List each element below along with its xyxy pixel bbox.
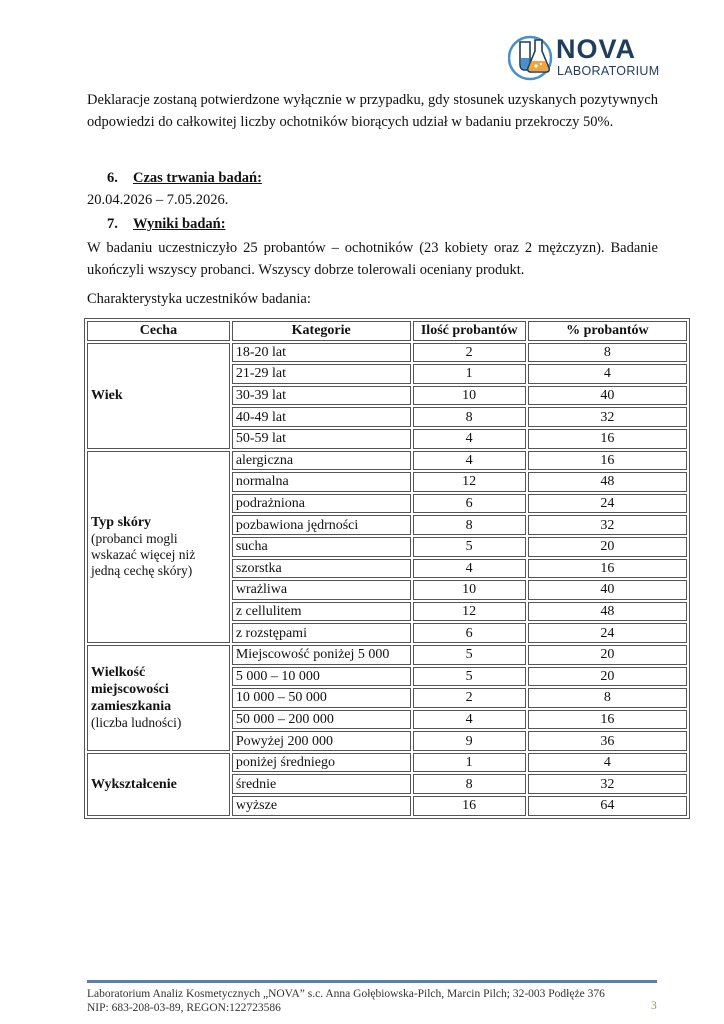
count-cell: 5 — [413, 645, 526, 665]
footer-company-line: Laboratorium Analiz Kosmetycznych „NOVA” s.c. Anna Gołębiowska-Pilch, Marcin Pilch; 32-003 Podłęże 376 — [87, 988, 605, 1000]
section-6-number: 6. — [107, 170, 118, 186]
percent-cell: 20 — [528, 667, 687, 687]
count-cell: 1 — [413, 753, 526, 773]
percent-cell: 32 — [528, 515, 687, 535]
percent-cell: 48 — [528, 602, 687, 622]
table-header-row — [87, 321, 687, 341]
count-cell: 10 — [413, 386, 526, 406]
percent-cell: 20 — [528, 645, 687, 665]
study-duration: 20.04.2026 – 7.05.2026. — [87, 192, 229, 208]
count-cell: 1 — [413, 364, 526, 384]
category-cell: 50-59 lat — [232, 429, 411, 449]
group-cell — [87, 645, 230, 751]
count-cell: 16 — [413, 796, 526, 816]
intro-paragraph: Deklaracje zostaną potwierdzone wyłącznie w przypadku, gdy stosunek uzyskanych pozytywnych odpowiedzi do całkowitej liczby ochotników biorących udział w badaniu przekroczy 50%. — [87, 92, 658, 130]
table-row — [87, 343, 687, 363]
group-title: Wielkość miejscowości zamieszkania — [91, 665, 172, 715]
percent-cell: 8 — [528, 688, 687, 708]
section-6-title: Czas trwania badań: — [133, 170, 262, 186]
header-cecha: Cecha — [87, 321, 230, 341]
group-cell — [87, 343, 230, 449]
section-7-heading — [87, 214, 658, 236]
category-cell: Miejscowość poniżej 5 000 — [232, 645, 411, 665]
page-number: 3 — [651, 1000, 657, 1012]
category-cell: z rozstępami — [232, 623, 411, 643]
section-7-title: Wyniki badań: — [133, 216, 226, 232]
percent-cell: 32 — [528, 407, 687, 427]
category-cell: podrażniona — [232, 494, 411, 514]
group-note: (probanci mogli wskazać więcej niż jedną cechę skóry) — [91, 531, 196, 579]
percent-cell: 24 — [528, 623, 687, 643]
category-cell: z cellulitem — [232, 602, 411, 622]
count-cell: 6 — [413, 494, 526, 514]
table-row — [87, 451, 687, 471]
count-cell: 5 — [413, 667, 526, 687]
footer-registration-line: NIP: 683-208-03-89, REGON:122723586 — [87, 1002, 281, 1014]
category-cell: wyższe — [232, 796, 411, 816]
group-title: Typ skóry — [91, 515, 152, 531]
category-cell: 40-49 lat — [232, 407, 411, 427]
results-paragraph: W badaniu uczestniczyło 25 probantów – ochotników (23 kobiety oraz 2 mężczyzn). Badanie ukończyli wszyscy probanci. Wszyscy dobrze tolerowali oceniany produkt. — [87, 240, 658, 278]
header-ilosc: Ilość probantów — [413, 321, 526, 341]
count-cell: 8 — [413, 515, 526, 535]
count-cell: 4 — [413, 451, 526, 471]
lab-flask-icon — [508, 34, 554, 82]
header-procent: % probantów — [528, 321, 687, 341]
category-cell: 50 000 – 200 000 — [232, 710, 411, 730]
percent-cell: 8 — [528, 343, 687, 363]
count-cell: 4 — [413, 559, 526, 579]
category-cell: wrażliwa — [232, 580, 411, 600]
percent-cell: 48 — [528, 472, 687, 492]
group-cell — [87, 753, 230, 816]
company-logo — [508, 34, 658, 84]
group-cell — [87, 451, 230, 643]
percent-cell: 16 — [528, 429, 687, 449]
footer-divider — [87, 980, 657, 983]
percent-cell: 4 — [528, 364, 687, 384]
table-body — [87, 343, 687, 816]
group-title: Wykształcenie — [91, 776, 177, 792]
percent-cell: 20 — [528, 537, 687, 557]
percent-cell: 64 — [528, 796, 687, 816]
category-cell: 10 000 – 50 000 — [232, 688, 411, 708]
count-cell: 4 — [413, 710, 526, 730]
header-kategorie: Kategorie — [232, 321, 411, 341]
percent-cell: 4 — [528, 753, 687, 773]
percent-cell: 16 — [528, 559, 687, 579]
count-cell: 10 — [413, 580, 526, 600]
percent-cell: 16 — [528, 710, 687, 730]
section-7-number: 7. — [107, 216, 118, 232]
category-cell: szorstka — [232, 559, 411, 579]
category-cell: poniżej średniego — [232, 753, 411, 773]
category-cell: pozbawiona jędrności — [232, 515, 411, 535]
participants-table — [84, 318, 690, 819]
percent-cell: 24 — [528, 494, 687, 514]
table-caption: Charakterystyka uczestników badania: — [87, 291, 311, 307]
category-cell: sucha — [232, 537, 411, 557]
logo-name: NOVA — [556, 34, 637, 64]
category-cell: 18-20 lat — [232, 343, 411, 363]
percent-cell: 40 — [528, 580, 687, 600]
count-cell: 6 — [413, 623, 526, 643]
count-cell: 9 — [413, 731, 526, 751]
count-cell: 2 — [413, 688, 526, 708]
section-6-heading — [87, 168, 658, 190]
count-cell: 2 — [413, 343, 526, 363]
table-row — [87, 645, 687, 665]
percent-cell: 16 — [528, 451, 687, 471]
category-cell: średnie — [232, 774, 411, 794]
category-cell: 30-39 lat — [232, 386, 411, 406]
percent-cell: 32 — [528, 774, 687, 794]
category-cell: 21-29 lat — [232, 364, 411, 384]
count-cell: 12 — [413, 602, 526, 622]
group-title: Wiek — [91, 388, 123, 404]
category-cell: alergiczna — [232, 451, 411, 471]
count-cell: 5 — [413, 537, 526, 557]
percent-cell: 36 — [528, 731, 687, 751]
count-cell: 4 — [413, 429, 526, 449]
category-cell: normalna — [232, 472, 411, 492]
category-cell: Powyżej 200 000 — [232, 731, 411, 751]
count-cell: 12 — [413, 472, 526, 492]
category-cell: 5 000 – 10 000 — [232, 667, 411, 687]
count-cell: 8 — [413, 407, 526, 427]
table-row — [87, 753, 687, 773]
logo-subtitle: LABORATORIUM — [557, 64, 660, 78]
percent-cell: 40 — [528, 386, 687, 406]
group-note: (liczba ludności) — [91, 715, 182, 731]
count-cell: 8 — [413, 774, 526, 794]
